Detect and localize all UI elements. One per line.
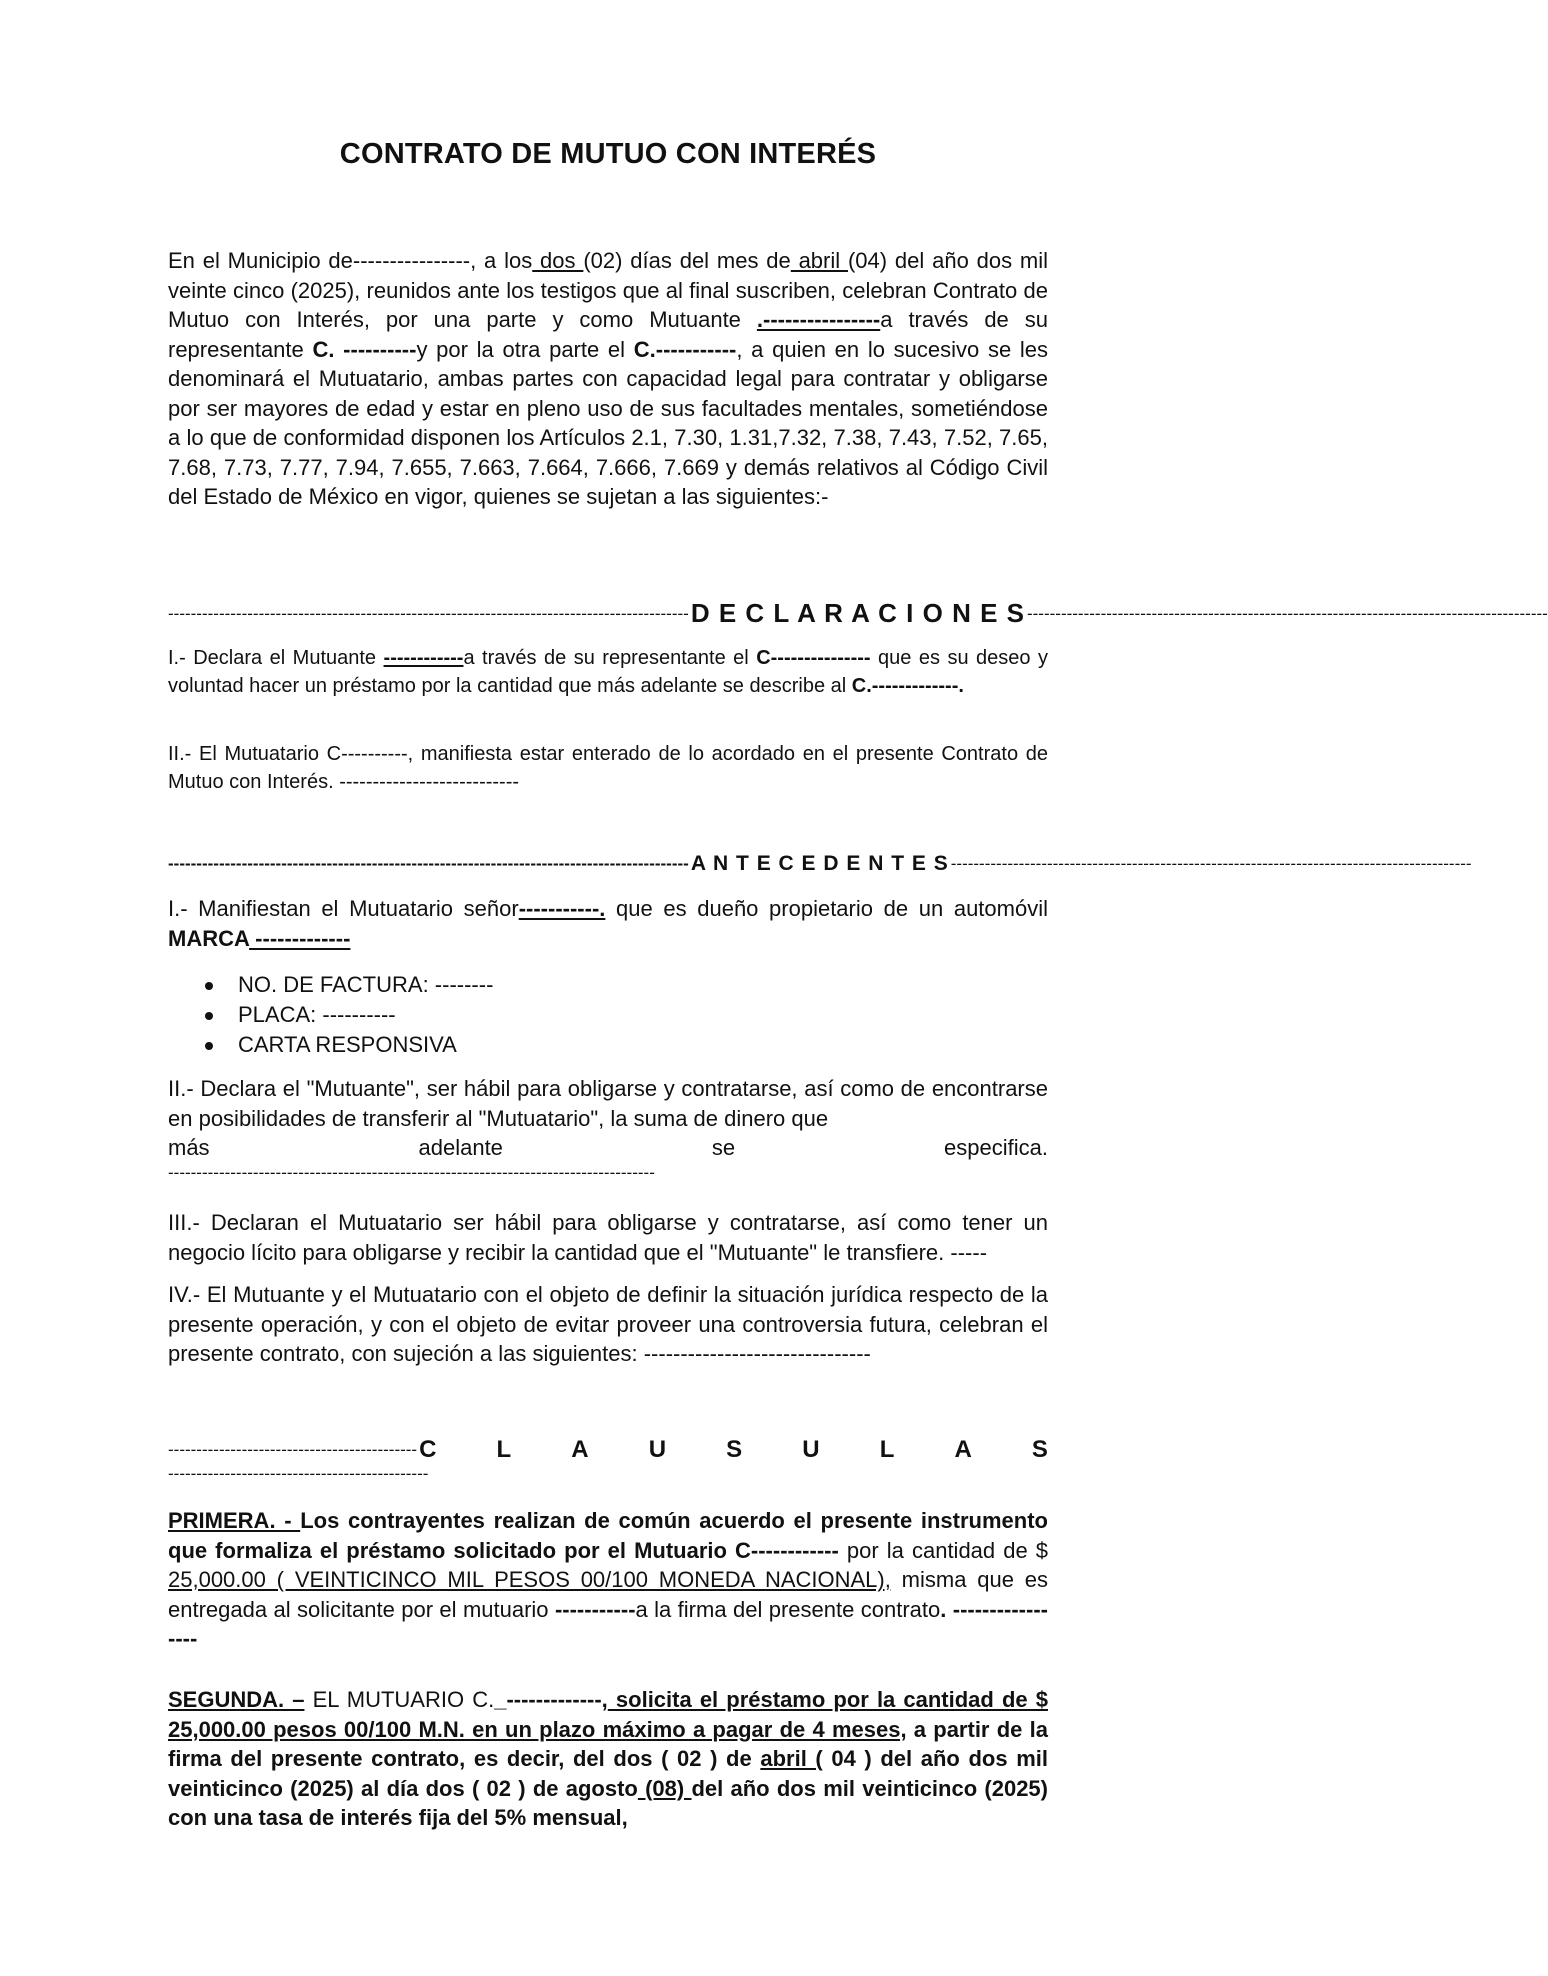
clausulas-dashes: ----------------------------------------------	[168, 1464, 429, 1483]
declaraciones-heading	[168, 598, 1548, 629]
bullet-icon	[205, 1042, 213, 1050]
clausula-month: abril (	[760, 1746, 823, 1771]
antecedente-text: II.- Declara el "Mutuante", ser hábil para obligarse y contratarse, así como de encontrarse en posibilidades de transferir al "Mutuatario", la suma de dinero que	[168, 1076, 1048, 1131]
document-title: CONTRATO DE MUTUO CON INTERÉS	[339, 138, 877, 170]
declaracion-blank: C---------------	[756, 647, 871, 669]
clausulas-title	[419, 1436, 1048, 1464]
declaracion-text: que es su deseo y voluntad hacer un préstamo por la cantidad que más adelante se describe al	[168, 647, 1049, 697]
clausula-text: a la firma del presente contrato	[635, 1596, 941, 1622]
declaraciones-title: D E C L A R A C I O N E S	[690, 598, 1025, 628]
marca-blank: -------------	[249, 925, 351, 951]
heading-dashes: --------------------------------------------------------------------------------------------	[168, 603, 689, 623]
marca-label: MARCA	[168, 925, 250, 951]
clausula-text: 04 ) del año dos mil veinticinco (2025) al día dos ( 02 ) de agosto	[168, 1746, 1048, 1801]
antecedente-2	[168, 1074, 1048, 1183]
title-letter: A	[954, 1436, 972, 1463]
clausula-text: a partir de la firma del presente contrato, es decir, del dos ( 02 ) de	[168, 1716, 1048, 1771]
clausula-text: del año dos mil veinticinco (2025) con una tasa de interés fija del 5% mensual,	[168, 1775, 1048, 1830]
list-item-text: CARTA RESPONSIVA	[238, 1032, 457, 1057]
clausula-text: Los contrayentes realizan de común acuerdo el presente instrumento que formaliza el préstamo solicitado por el Mutuario C------------	[168, 1508, 1048, 1563]
antecedentes-title: A N T E C E D E N T E S	[690, 852, 949, 875]
declaracion-blank: C.-------------.	[851, 675, 964, 697]
title-letter: S	[726, 1436, 743, 1463]
title-letter: A	[571, 1436, 589, 1463]
spread-word: se	[711, 1135, 736, 1160]
list-item	[168, 970, 493, 1000]
clausula-label: PRIMERA. -	[168, 1508, 301, 1533]
antecedente-text: que es dueño propietario de un automóvil	[605, 896, 1048, 921]
bullet-icon	[205, 1012, 213, 1020]
declaracion-blank: ------------	[383, 647, 464, 669]
declaracion-2: II.- El Mutuatario C----------, manifiesta estar enterado de lo acordado en el presente Contrato de Mutuo con Interés. ---------------------------	[168, 743, 1048, 793]
representante-blank: C. ----------	[312, 336, 417, 362]
spread-word: adelante	[418, 1135, 503, 1160]
antecedente-dashes: --------------------------------------------------------------------------------------	[168, 1162, 655, 1182]
clausula-label: SEGUNDA. –	[168, 1687, 305, 1712]
loan-terms: solicita el préstamo por la cantidad de $ 25,000.00 pesos 00/100 M.N. en un plazo máximo a pagar de 4 meses,	[168, 1687, 1048, 1742]
intro-paragraph	[168, 246, 1048, 512]
declaracion-1	[168, 644, 1048, 700]
heading-dashes: --------------------------------------------	[168, 1440, 418, 1459]
antecedente-1	[168, 894, 1048, 953]
list-item	[168, 1030, 493, 1060]
spread-word: especifica.	[944, 1135, 1048, 1160]
clausula-blank: -----------	[554, 1596, 636, 1622]
loan-amount: 25,000.00 ( VEINTICINCO MIL PESOS 00/100 MONEDA NACIONAL),	[168, 1567, 891, 1592]
clausula-text: misma que es entregada al solicitante por el mutuario	[168, 1567, 1048, 1622]
declaracion-text: a través de su representante el	[463, 647, 757, 669]
declaracion-text: I.- Declara el Mutuante	[168, 647, 384, 669]
title-letter: L	[879, 1436, 895, 1463]
title-letter: U	[648, 1436, 667, 1463]
heading-dashes: --------------------------------------------------------------------------------------------	[168, 854, 689, 873]
list-item-text: NO. DE FACTURA: --------	[238, 972, 494, 997]
antecedente-3: III.- Declaran el Mutuatario ser hábil para obligarse y contratarse, así como tener un negocio lícito para obligarse y recibir la cantidad que el "Mutuante" le transfiere. -----	[168, 1210, 1048, 1265]
title-letter: S	[1031, 1436, 1048, 1463]
intro-text: , a quien en lo sucesivo se les denominará el Mutuatario, ambas partes con capacidad legal para contratar y obligarse por ser mayores de edad y estar en pleno uso de sus facultades mentales, sometiéndose a lo que de conformidad disponen los Artículos 2.1, 7.30, 1.31,7.32, 7.38, 7.43, 7.52, 7.65, 7.68, 7.73, 7.77, 7.94, 7.655, 7.663, 7.664, 7.666, 7.669 y demás relativos al Código Civil del Estado de México en vigor, quienes se sujetan a las siguientes:-	[168, 336, 1049, 509]
clausula-month-number: (08)	[637, 1775, 692, 1801]
title-letter: C	[419, 1436, 437, 1463]
intro-text: (02) días del mes de	[583, 248, 791, 273]
intro-month: abril	[790, 248, 848, 273]
mutuatario-blank: C.-----------	[633, 336, 737, 362]
antecedentes-heading	[168, 852, 1472, 876]
clausula-primera	[168, 1506, 1048, 1654]
intro-text: (04) del año dos mil veinte cinco (2025), reunidos ante los testigos que al final suscriben, celebran Contrato de Mutuo con Interés, por una parte y como Mutuante	[168, 248, 1049, 332]
intro-text: y por la otra parte el	[416, 336, 634, 362]
antecedente-text: I.- Manifiestan el Mutuatario señor	[168, 896, 519, 921]
list-item	[168, 1000, 493, 1030]
clausula-blank: _-------------,	[494, 1687, 608, 1712]
intro-text: a través de su representante	[168, 307, 1048, 362]
antecedente-spread-line	[168, 1133, 1048, 1163]
spread-word: más	[168, 1135, 210, 1160]
vehicle-docs-list	[168, 970, 493, 1060]
clausula-text: por la cantidad de $	[838, 1537, 1049, 1563]
antecedente-4: IV.- El Mutuante y el Mutuatario con el objeto de definir la situación jurídica respecto de la presente operación, y con el objeto de evitar proveer una controversia futura, celebran el presente contrato, con sujeción a las siguientes: -------------------------------	[168, 1282, 1048, 1366]
heading-dashes: --------------------------------------------------------------------------------------------	[1026, 603, 1548, 623]
title-letter: U	[802, 1436, 820, 1463]
mutuante-blank: .----------------	[756, 307, 881, 332]
heading-dashes: --------------------------------------------------------------------------------------------	[950, 854, 1472, 873]
clausula-segunda	[168, 1685, 1048, 1833]
intro-day: dos	[532, 248, 584, 273]
list-item-text: PLACA: ----------	[238, 1002, 396, 1027]
antecedente-blank: -----------.	[518, 896, 606, 921]
clausula-text: EL MUTUARIO C.	[304, 1687, 495, 1712]
title-letter: L	[496, 1436, 512, 1463]
intro-text: En el Municipio de----------------, a los	[168, 248, 533, 273]
clausula-blank: . -----------------	[168, 1596, 1048, 1651]
bullet-icon	[205, 982, 213, 990]
clausulas-heading	[168, 1436, 1048, 1464]
